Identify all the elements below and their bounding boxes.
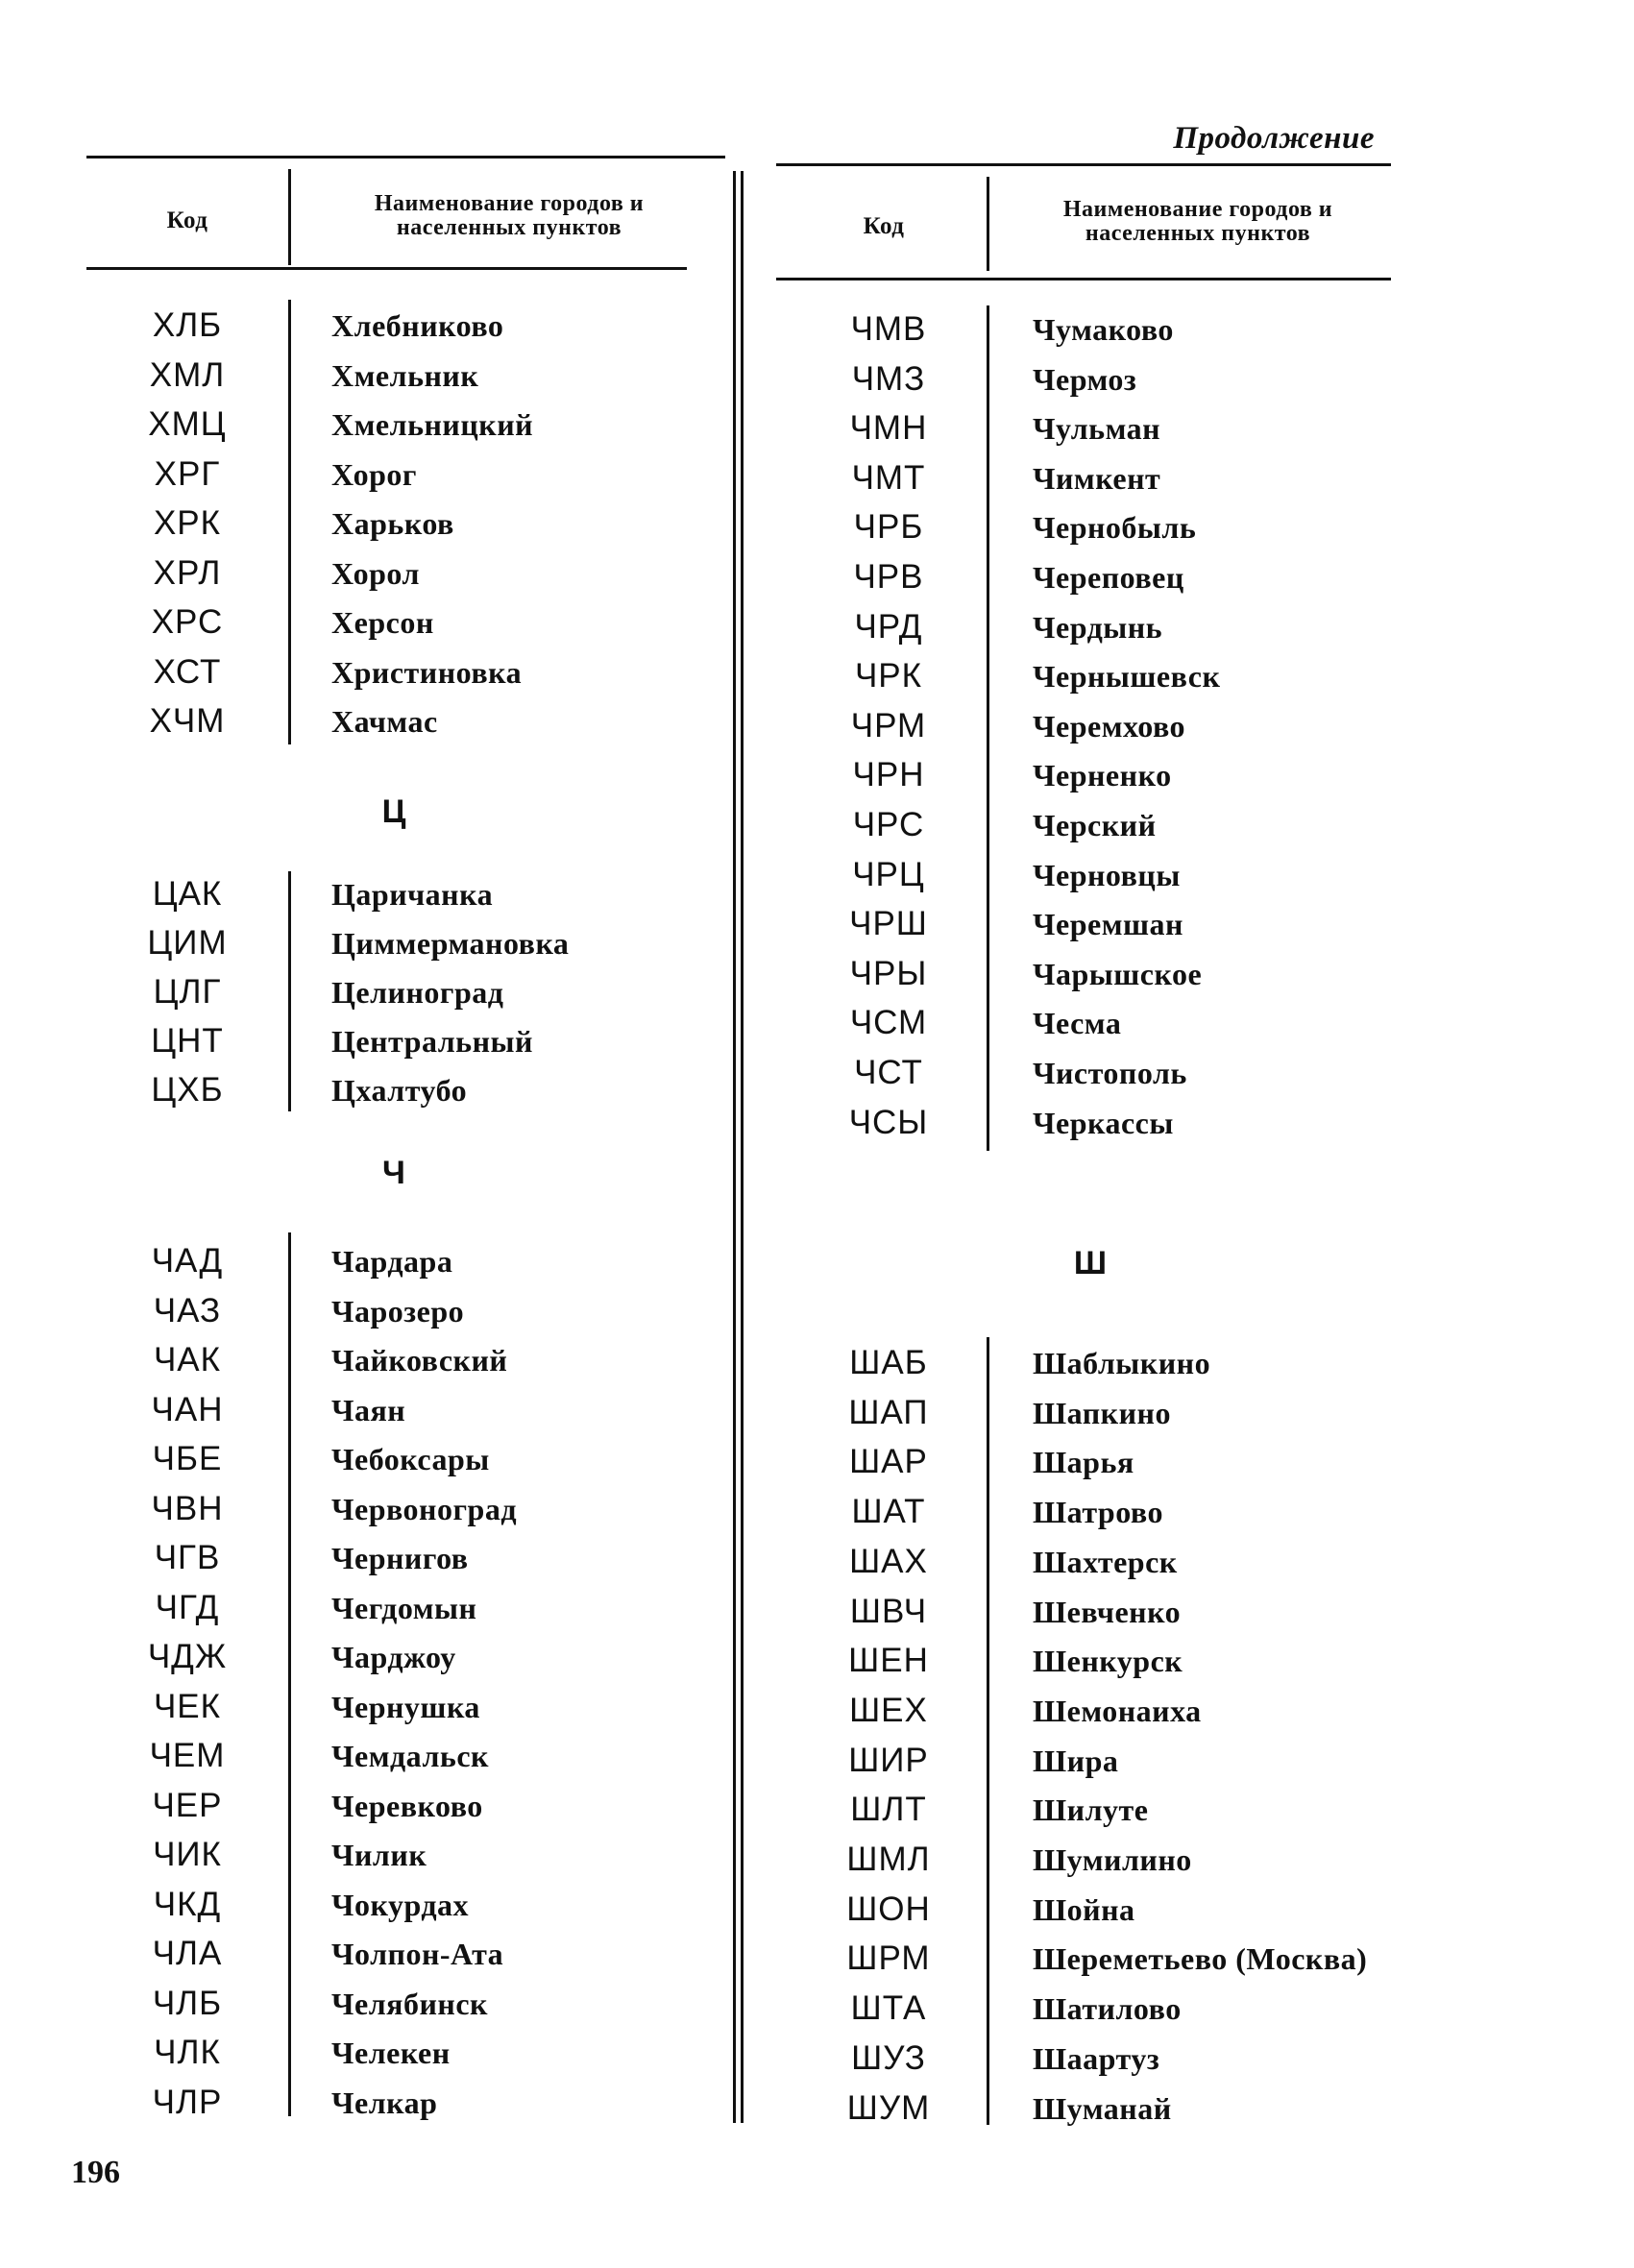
city-name: Шойна: [1033, 1891, 1135, 1927]
city-code: ЧРВ: [853, 558, 924, 596]
city-code: ХРК: [153, 504, 222, 542]
city-name: Харьков: [331, 506, 454, 541]
table-row-code: [115, 499, 259, 549]
table-row-code: [817, 701, 961, 751]
city-code: ШВЧ: [849, 1592, 928, 1630]
left-name-header: [293, 192, 725, 240]
city-name: Чемдальск: [331, 1739, 489, 1773]
city-name: Чимкент: [1033, 460, 1161, 496]
table-row-code: [115, 1583, 259, 1633]
table-row-code: [817, 1835, 961, 1885]
table-row-code: [817, 602, 961, 652]
city-name: Шатрово: [1033, 1495, 1163, 1530]
table-row-code: [115, 450, 259, 500]
city-name: Чарозеро: [331, 1293, 465, 1329]
table-row-code: [115, 1434, 259, 1484]
table-row-code: [115, 1979, 259, 2029]
city-code: ЦХБ: [151, 1071, 224, 1109]
table-row-code: [817, 800, 961, 850]
city-name: Челекен: [331, 2036, 451, 2070]
table-row-code: [115, 647, 259, 697]
city-code: ЧАК: [153, 1341, 222, 1378]
table-row-code: [817, 899, 961, 949]
city-code: ШЕН: [848, 1642, 929, 1680]
city-name: Шахтерск: [1033, 1544, 1178, 1579]
city-code: ЧРК: [854, 657, 923, 695]
table-row-code: [115, 597, 259, 647]
right-header-bottom-rule: [776, 278, 1391, 280]
city-code: ШАХ: [849, 1542, 928, 1580]
city-code: ХРС: [151, 603, 224, 641]
table-row-code: [115, 1880, 259, 1930]
table-row-code: [817, 998, 961, 1048]
city-code: ЧЕК: [153, 1687, 222, 1725]
city-name: Черновцы: [1033, 857, 1181, 892]
city-name: Челкар: [331, 2085, 438, 2120]
table-row-code: [115, 1731, 259, 1781]
table-row-code: [115, 400, 259, 450]
city-code: ХЛБ: [152, 306, 223, 344]
city-name: Чернигов: [331, 1541, 469, 1575]
city-code: ЧГВ: [154, 1539, 221, 1576]
city-name: Шаблыкино: [1033, 1346, 1211, 1380]
city-name: Циммермановка: [331, 926, 570, 961]
city-name: Чумаково: [1033, 312, 1174, 347]
right-header-divider: [987, 177, 989, 271]
city-code: ЧЛК: [154, 2034, 221, 2071]
city-name: Центральный: [331, 1024, 533, 1059]
city-name: Царичанка: [331, 877, 494, 912]
table-row-code: [115, 549, 259, 598]
table-row-code: [115, 1929, 259, 1979]
city-code: ХЧМ: [149, 702, 226, 740]
city-name: Чардара: [331, 1244, 453, 1279]
right-name-header: [991, 198, 1404, 246]
city-code: ЧРН: [852, 756, 925, 794]
city-code: ШРМ: [846, 1939, 931, 1978]
left-name-header-line2: населенных пунктов: [396, 215, 622, 240]
table-row-code: [115, 2078, 259, 2128]
city-name: Шуманай: [1033, 2090, 1172, 2126]
continuation-label: Продолжение: [1173, 121, 1375, 156]
city-name: Хорол: [331, 555, 420, 591]
table-row-code: [817, 1098, 961, 1148]
city-name: Хмельницкий: [331, 407, 534, 442]
city-name: Черненко: [1033, 758, 1172, 793]
city-name: Хлебниково: [331, 308, 504, 343]
table-row-code: [817, 1338, 961, 1388]
city-code: ЦИМ: [147, 924, 228, 962]
page-number: 196: [71, 2155, 120, 2190]
city-code: ЧКД: [153, 1885, 222, 1923]
city-code: ШАБ: [849, 1344, 928, 1381]
table-row-code: [115, 869, 259, 919]
table-row-code: [817, 453, 961, 503]
table-row-code: [817, 651, 961, 701]
city-code: ШЕХ: [849, 1691, 928, 1729]
right-code-header: Код: [863, 213, 905, 239]
table-row-code: [817, 354, 961, 404]
table-row-code: [115, 1335, 259, 1385]
city-name: Чарышское: [1033, 956, 1203, 991]
city-code: ЧСМ: [849, 1004, 928, 1042]
table-row-code: [115, 918, 259, 968]
table-row-code: [115, 1484, 259, 1534]
city-name: Чердынь: [1033, 609, 1163, 645]
table-row-code: [817, 1437, 961, 1487]
city-code: ЧМТ: [851, 458, 926, 497]
table-row-code: [115, 1682, 259, 1732]
left-kh-divider: [288, 300, 291, 744]
left-ch-divider: [288, 1232, 291, 2116]
left-header-divider: [288, 169, 291, 265]
city-code: ЧРЫ: [849, 954, 928, 992]
city-code: ЧРМ: [850, 706, 927, 744]
city-code: ЧДЖ: [147, 1638, 228, 1675]
left-name-header-line1: Наименование городов и: [374, 191, 645, 216]
city-name: Чегдомын: [331, 1590, 477, 1625]
city-code: ЦАК: [152, 875, 223, 913]
city-name: Хачмас: [331, 704, 438, 739]
city-name: Чернушка: [331, 1689, 480, 1724]
city-code: ЧМВ: [850, 310, 927, 348]
city-name: Шенкурск: [1033, 1644, 1183, 1679]
city-name: Чаян: [331, 1392, 406, 1427]
letter-heading-ch: Ч: [382, 1155, 405, 1191]
city-code: ШЛТ: [850, 1791, 927, 1829]
table-row-code: [817, 2084, 961, 2134]
table-row-code: [115, 1065, 259, 1115]
table-row-code: [115, 967, 259, 1017]
city-name: Хорог: [331, 456, 417, 492]
city-name: Черский: [1033, 808, 1157, 842]
city-code: ЧРШ: [849, 905, 928, 943]
table-row-code: [817, 1537, 961, 1587]
city-name: Чермоз: [1033, 361, 1137, 397]
city-name: Шумилино: [1033, 1842, 1192, 1877]
city-code: ЧСТ: [854, 1054, 923, 1091]
city-code: ШМЛ: [846, 1841, 931, 1878]
table-row-code: [115, 1781, 259, 1831]
table-row-code: [817, 502, 961, 552]
city-code: ЧЕР: [152, 1786, 223, 1824]
city-name: Чолпон-Ата: [331, 1937, 504, 1971]
city-name: Чокурдах: [331, 1887, 470, 1922]
city-code: ЧМН: [849, 409, 928, 448]
city-name: Шевченко: [1033, 1594, 1182, 1629]
table-row-code: [817, 1885, 961, 1935]
table-row-code: [817, 1587, 961, 1637]
right-name-header-line2: населенных пунктов: [1085, 221, 1311, 246]
city-code: ЦЛГ: [153, 973, 222, 1011]
table-row-code: [115, 1016, 259, 1066]
city-name: Чилик: [331, 1838, 427, 1872]
city-name: Шилуте: [1033, 1792, 1149, 1828]
city-code: ЧЛА: [152, 1935, 223, 1972]
city-name: Шапкино: [1033, 1395, 1171, 1430]
table-row-code: [817, 552, 961, 602]
table-row-code: [817, 850, 961, 900]
city-name: Чайковский: [331, 1343, 508, 1378]
center-divider-b: [741, 171, 744, 2123]
city-name: Шатилово: [1033, 1991, 1182, 2027]
left-ts-divider: [288, 871, 291, 1111]
city-code: ЧАД: [151, 1242, 224, 1280]
city-name: Чарджоу: [331, 1640, 456, 1674]
table-row-code: [115, 1632, 259, 1682]
table-row-code: [817, 1048, 961, 1098]
city-code: ЧАЗ: [153, 1291, 222, 1329]
city-name: Челябинск: [331, 1986, 488, 2021]
city-name: Червоноград: [331, 1491, 517, 1526]
city-code: ШАР: [849, 1443, 928, 1481]
table-row-code: [115, 1286, 259, 1336]
top-rule-left: [86, 156, 725, 159]
city-name: Чесма: [1033, 1006, 1122, 1041]
city-code: ЧРБ: [853, 508, 924, 547]
city-name: Цхалтубо: [331, 1073, 468, 1108]
city-code: ЧРС: [852, 806, 925, 843]
table-row-code: [817, 403, 961, 453]
table-row-code: [817, 1686, 961, 1736]
table-row-code: [115, 696, 259, 746]
city-code: ЧГД: [155, 1588, 220, 1626]
table-row-code: [817, 2034, 961, 2084]
city-name: Шемонаиха: [1033, 1693, 1202, 1728]
left-header-bottom-rule: [86, 267, 687, 270]
letter-heading-ts: Ц: [381, 793, 406, 830]
center-divider-a: [733, 171, 736, 2123]
city-code: ШАТ: [851, 1493, 926, 1531]
table-row-code: [115, 1236, 259, 1286]
city-code: ЧБЕ: [152, 1440, 223, 1477]
right-ch-divider: [987, 305, 989, 1151]
city-name: Чернобыль: [1033, 510, 1197, 546]
city-code: ШОН: [846, 1890, 931, 1928]
table-row-code: [817, 1785, 961, 1835]
city-code: ШТА: [850, 1989, 927, 2028]
city-name: Хмельник: [331, 357, 479, 393]
right-name-header-line1: Наименование городов и: [1062, 197, 1333, 222]
table-row-code: [817, 1984, 961, 2034]
city-name: Шаартуз: [1033, 2040, 1160, 2076]
city-code: ЧРД: [854, 607, 923, 646]
city-name: Черемшан: [1033, 907, 1183, 942]
table-row-code: [817, 1636, 961, 1686]
city-code: ЧЕМ: [149, 1737, 226, 1774]
city-code: ЧЛБ: [152, 1984, 223, 2022]
city-code: ШАП: [848, 1393, 929, 1431]
right-sh-divider: [987, 1337, 989, 2125]
city-name: Херсон: [331, 605, 434, 640]
table-row-code: [817, 305, 961, 354]
table-row-code: [817, 949, 961, 999]
city-code: ХМЦ: [148, 405, 227, 443]
city-code: ЧРЦ: [852, 855, 925, 893]
city-name: Шарья: [1033, 1445, 1134, 1480]
city-name: Шира: [1033, 1743, 1119, 1778]
table-row-code: [817, 1487, 961, 1537]
city-code: ХСТ: [153, 652, 222, 691]
city-code: ЦНТ: [151, 1022, 224, 1060]
city-code: ХРГ: [154, 454, 221, 493]
city-name: Чернышевск: [1033, 659, 1221, 695]
city-code: ХРЛ: [153, 553, 222, 592]
top-rule-right: [776, 163, 1391, 166]
city-code: ШУЗ: [851, 2038, 926, 2077]
table-row-code: [115, 1830, 259, 1880]
table-row-code: [817, 1934, 961, 1984]
city-name: Черевково: [331, 1788, 483, 1823]
table-row-code: [115, 301, 259, 351]
table-row-code: [115, 351, 259, 401]
table-row-code: [115, 2028, 259, 2078]
city-code: ЧВН: [151, 1489, 224, 1527]
letter-heading-sh: Ш: [1073, 1245, 1108, 1281]
city-name: Череповец: [1033, 560, 1184, 595]
city-code: ЧМЗ: [851, 359, 926, 398]
city-code: ХМЛ: [149, 355, 226, 394]
city-name: Христиновка: [331, 654, 523, 690]
table-row-code: [817, 1736, 961, 1786]
table-row-code: [817, 1388, 961, 1438]
city-name: Чистополь: [1033, 1056, 1187, 1090]
city-name: Целиноград: [331, 975, 504, 1010]
city-name: Чебоксары: [331, 1442, 490, 1476]
city-code: ШУМ: [846, 2088, 931, 2127]
city-name: Шереметьево (Москва): [1033, 1941, 1368, 1977]
city-code: ЧИК: [153, 1836, 222, 1873]
city-name: Чульман: [1033, 411, 1161, 447]
city-code: ШИР: [848, 1741, 929, 1779]
city-code: ЧСЫ: [848, 1103, 929, 1141]
city-code: ЧЛР: [152, 2083, 223, 2121]
city-code: ЧАН: [151, 1390, 224, 1428]
city-name: Черкассы: [1033, 1105, 1174, 1140]
left-code-header: Код: [166, 207, 208, 233]
city-name: Черемхово: [1033, 708, 1186, 744]
table-row-code: [115, 1385, 259, 1435]
table-row-code: [817, 750, 961, 800]
table-row-code: [115, 1533, 259, 1583]
